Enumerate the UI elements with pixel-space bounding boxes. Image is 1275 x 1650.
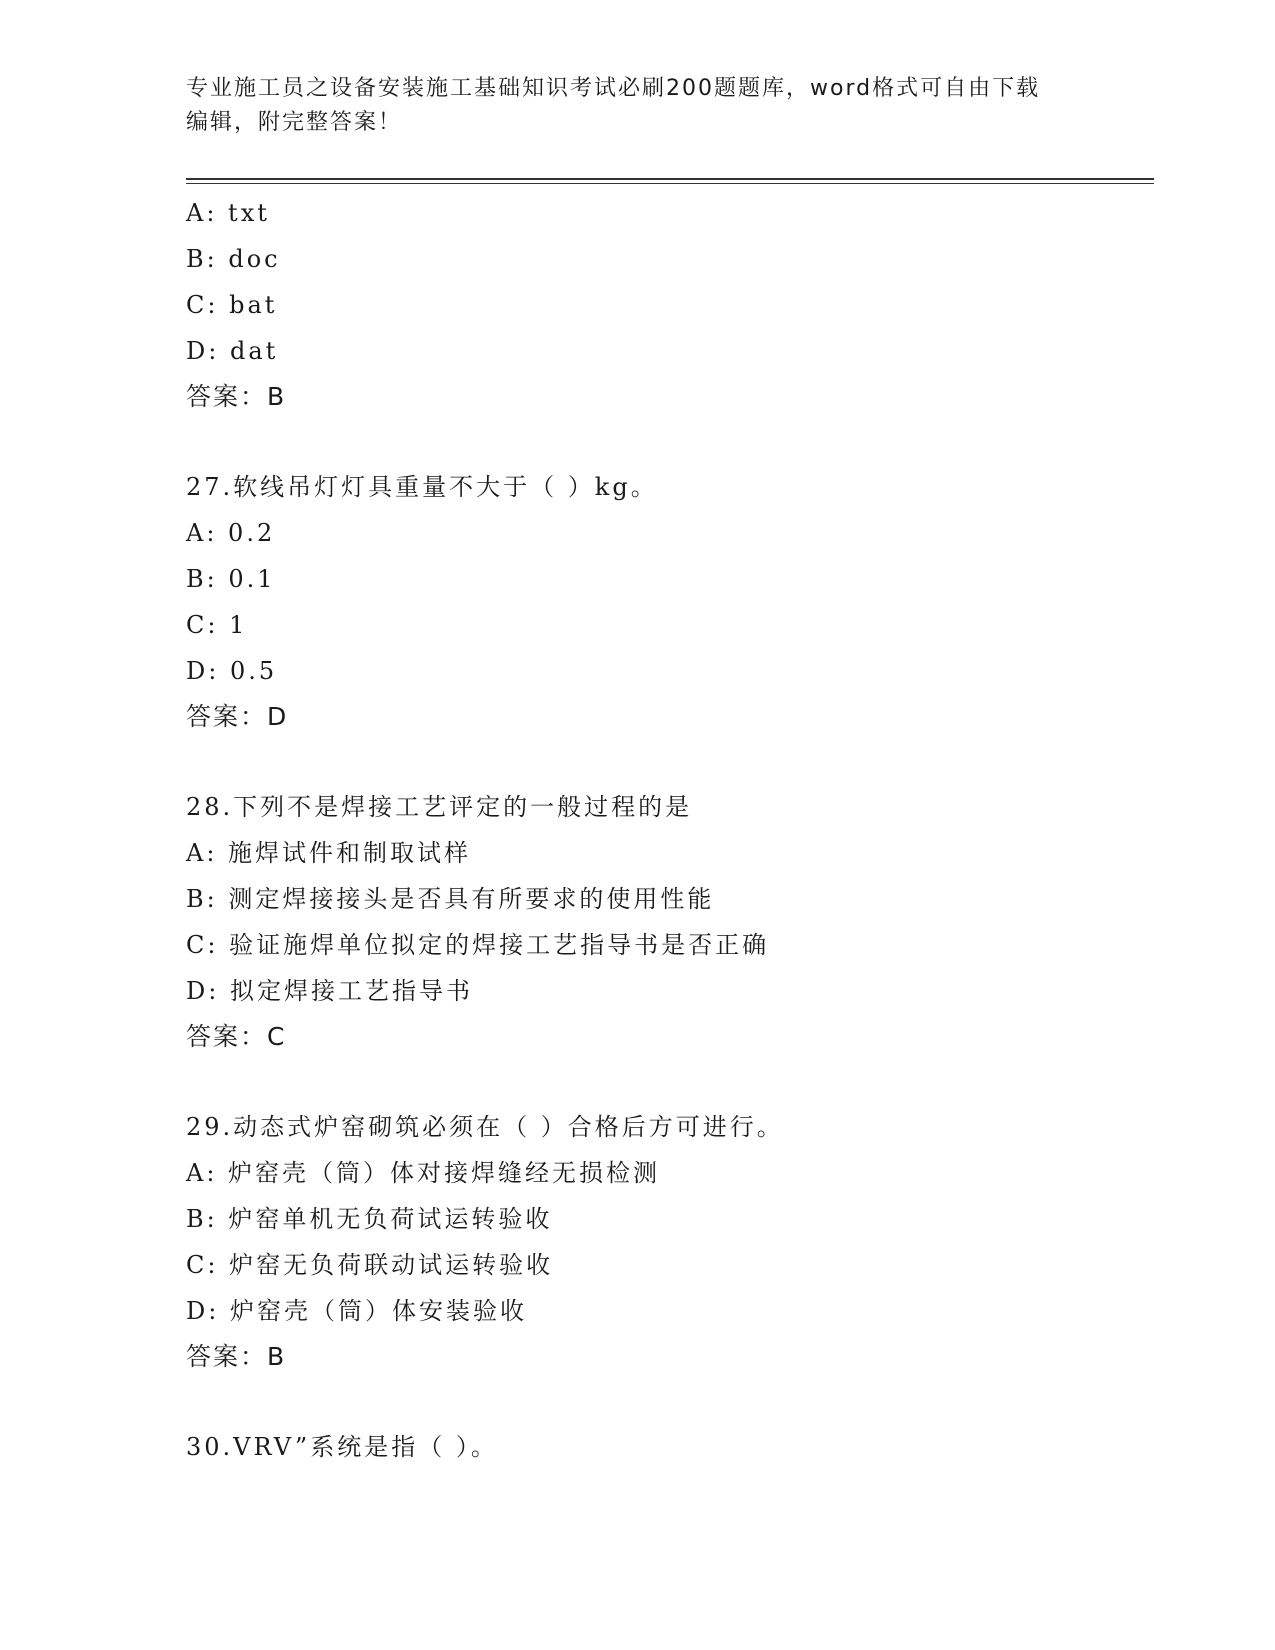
answer-label: 答案：B xyxy=(186,382,287,411)
question-text: 30.VRV”系统是指（ ）。 xyxy=(186,1433,498,1461)
option-c: C: 1 xyxy=(186,611,248,639)
option-c: C: 验证施焊单位拟定的焊接工艺指导书是否正确 xyxy=(186,931,770,959)
header-title-line-2: 编辑，附完整答案！ xyxy=(186,110,403,135)
question-27-block xyxy=(186,464,1146,740)
question-text: 28.下列不是焊接工艺评定的一般过程的是 xyxy=(186,793,693,821)
answer-label: 答案：B xyxy=(186,1342,287,1371)
option-d: D: 拟定焊接工艺指导书 xyxy=(186,977,473,1005)
option-d: D: dat xyxy=(186,337,279,365)
option-d: D: 0.5 xyxy=(186,657,278,685)
question-29-block xyxy=(186,1104,1146,1380)
document-header xyxy=(186,72,1066,140)
option-c: C: 炉窑无负荷联动试运转验收 xyxy=(186,1251,554,1279)
question-text: 27.软线吊灯灯具重量不大于（ ）kg。 xyxy=(186,473,658,501)
answer-label: 答案：C xyxy=(186,1022,287,1051)
option-a: A: txt xyxy=(186,199,270,227)
option-b: B: 测定焊接接头是否具有所要求的使用性能 xyxy=(186,885,715,913)
option-a: A: 炉窑壳（筒）体对接焊缝经无损检测 xyxy=(186,1159,661,1187)
option-a: A: 0.2 xyxy=(186,519,276,547)
question-list xyxy=(186,190,1146,1470)
option-b: B: doc xyxy=(186,245,281,273)
option-b: B: 0.1 xyxy=(186,565,276,593)
option-c: C: bat xyxy=(186,291,278,319)
question-26-block xyxy=(186,190,1146,420)
option-d: D: 炉窑壳（筒）体安装验收 xyxy=(186,1297,527,1325)
header-divider-thick xyxy=(186,178,1154,180)
option-b: B: 炉窑单机无负荷试运转验收 xyxy=(186,1205,553,1233)
question-28-block xyxy=(186,784,1146,1060)
option-a: A: 施焊试件和制取试样 xyxy=(186,839,472,867)
header-title-line-1: 专业施工员之设备安装施工基础知识考试必刷200题题库，word格式可自由下载 xyxy=(186,76,1041,101)
answer-label: 答案：D xyxy=(186,702,289,731)
header-divider-thin xyxy=(186,183,1154,184)
question-30-block xyxy=(186,1424,1146,1470)
question-text: 29.动态式炉窑砌筑必须在（ ）合格后方可进行。 xyxy=(186,1113,784,1141)
